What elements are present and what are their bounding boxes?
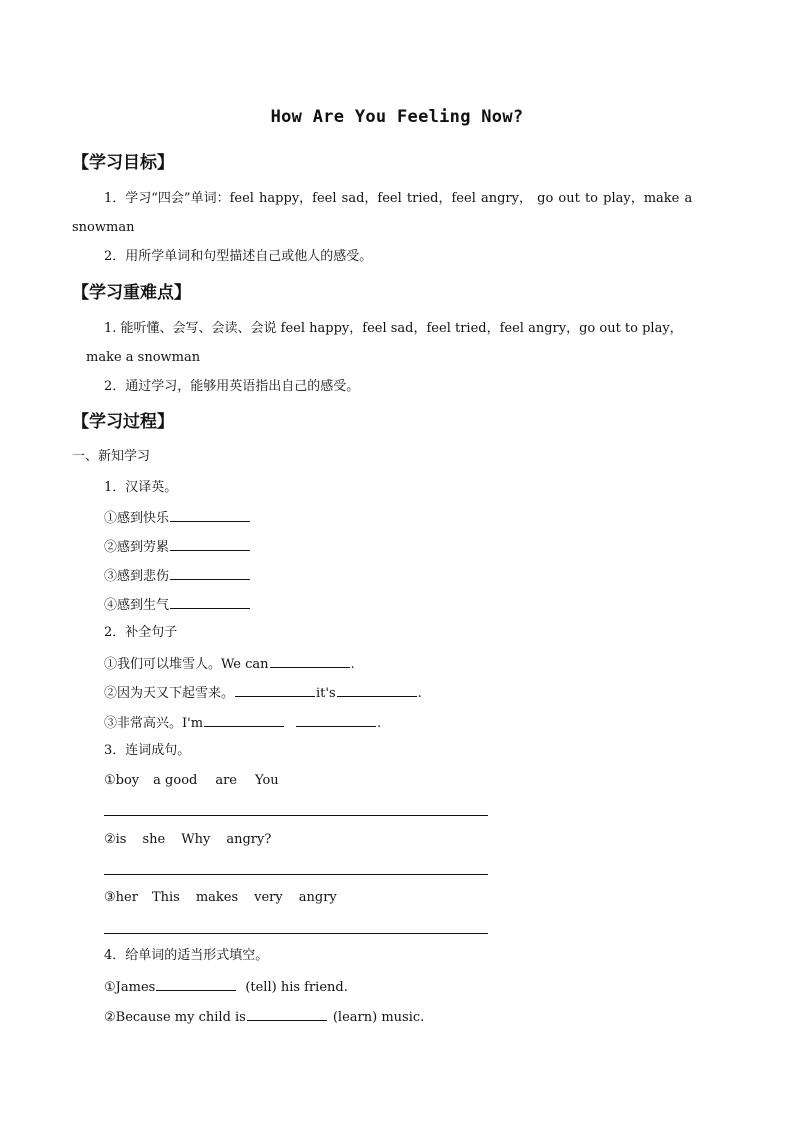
section-heading-process: 【学习过程】 <box>72 412 174 432</box>
q2-sentence-2: ②因为天又下起雪来。 it's . <box>104 683 422 703</box>
q1-item-4: ④感到生气 <box>104 595 251 615</box>
answer-blank[interactable] <box>270 654 350 668</box>
goal-item-1: 1．学习“四会”单词：feel happy，feel sad，feel tried，feel angry， go out to play，make a <box>104 191 693 206</box>
section-heading-goals: 【学习目标】 <box>72 153 174 173</box>
q3-item-3: ③her This makes very angry <box>104 890 337 905</box>
answer-blank[interactable] <box>204 713 284 727</box>
answer-blank[interactable] <box>235 683 315 697</box>
key-point-item-1: 1. 能听懂、会写、会读、会说 feel happy，feel sad，feel tried，feel angry，go out to play， <box>104 321 683 336</box>
q3-answer-line-3[interactable] <box>104 933 488 934</box>
q2-sentence-3: ③非常高兴。I'm . <box>104 713 381 733</box>
q3-item-1: ①boy a good are You <box>104 773 279 788</box>
answer-blank[interactable] <box>170 508 250 522</box>
section-heading-key-points: 【学习重难点】 <box>72 283 191 303</box>
q1-title: 1．汉译英。 <box>104 480 178 495</box>
goal-item-1-continued: snowman <box>72 220 135 235</box>
q1-item-1: ①感到快乐 <box>104 508 251 528</box>
answer-blank[interactable] <box>170 595 250 609</box>
q4-sentence-2: ②Because my child is (learn) music. <box>104 1007 424 1027</box>
q4-sentence-1: ①James (tell) his friend. <box>104 977 348 997</box>
key-point-item-1-continued: make a snowman <box>86 350 201 365</box>
q3-answer-line-1[interactable] <box>104 815 488 816</box>
answer-blank[interactable] <box>170 537 250 551</box>
q2-title: 2．补全句子 <box>104 625 178 640</box>
q1-item-3: ③感到悲伤 <box>104 566 251 586</box>
document-title: How Are You Feeling Now? <box>270 107 524 127</box>
answer-blank[interactable] <box>247 1007 327 1021</box>
answer-blank[interactable] <box>296 713 376 727</box>
answer-blank[interactable] <box>170 566 250 580</box>
goal-item-2: 2．用所学单词和句型描述自己或他人的感受。 <box>104 249 373 264</box>
key-point-item-2: 2．通过学习，能够用英语指出自己的感受。 <box>104 379 360 394</box>
q3-item-2: ②is she Why angry? <box>104 832 272 847</box>
q3-answer-line-2[interactable] <box>104 874 488 875</box>
answer-blank[interactable] <box>337 683 417 697</box>
answer-blank[interactable] <box>156 977 236 991</box>
q3-title: 3．连词成句。 <box>104 743 191 758</box>
q4-title: 4．给单词的适当形式填空。 <box>104 948 269 963</box>
q2-sentence-1: ①我们可以堆雪人。We can . <box>104 654 355 674</box>
q1-item-2: ②感到劳累 <box>104 537 251 557</box>
part-new-learning: 一、新知学习 <box>72 449 151 464</box>
